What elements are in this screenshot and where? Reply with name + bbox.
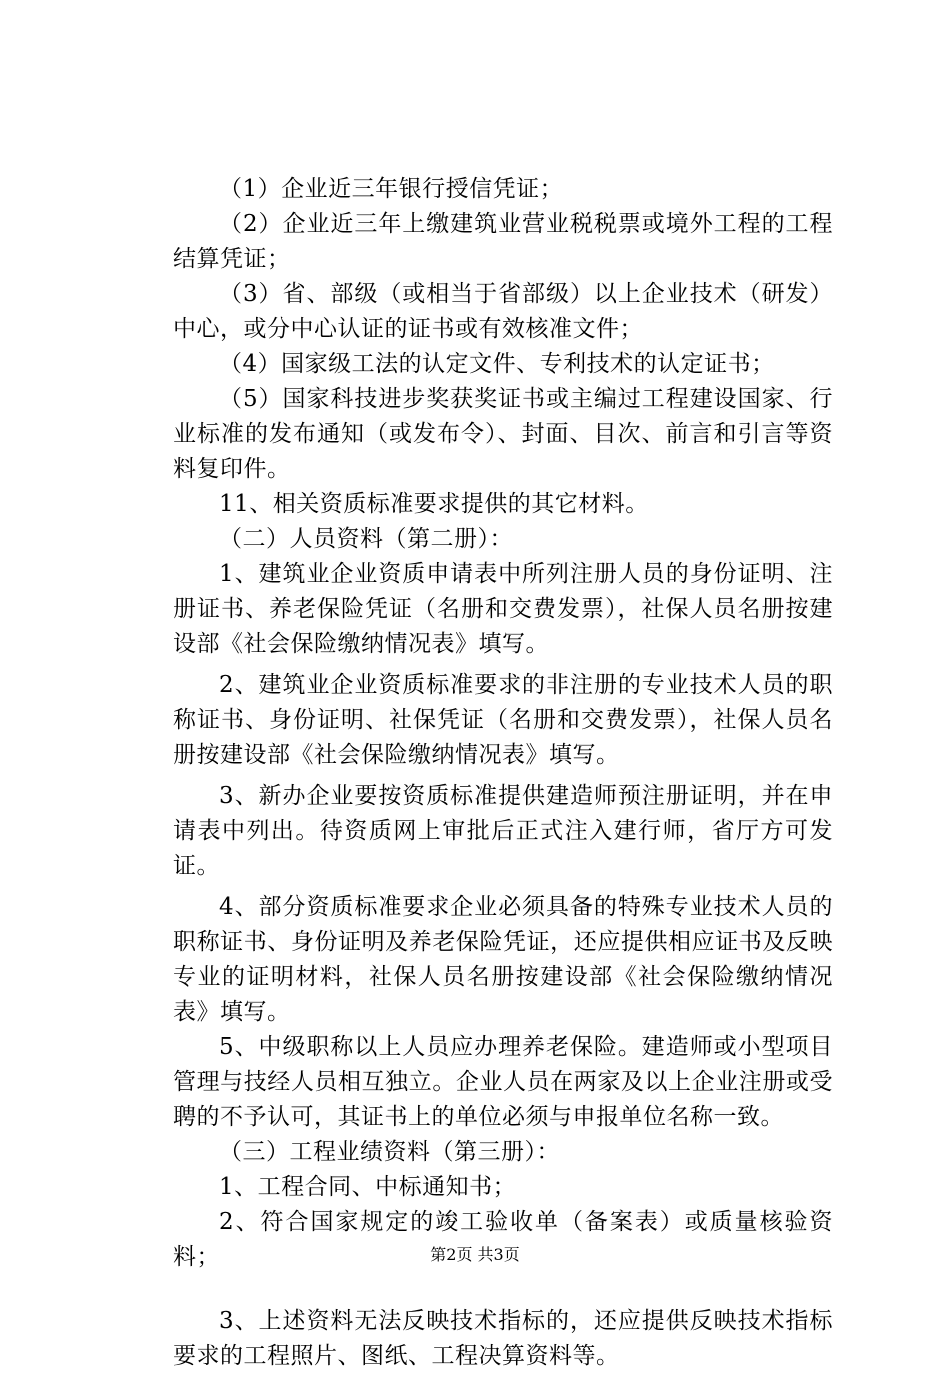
paragraph-project-2: 2、符合国家规定的竣工验收单（备案表）或质量核验资料； (173, 1209, 833, 1270)
paragraph-personnel-3: 3、新办企业要按资质标准提供建造师预注册证明，并在申请表中列出。待资质网上审批后正式注入建行师，省厅方可发证。 (173, 783, 833, 879)
paragraph-personnel-4: 4、部分资质标准要求企业必须具备的特殊专业技术人员的职称证书、身份证明及养老保险凭证，还应提供相应证书及反映专业的证明材料，社保人员名册按建设部《社会保险缴纳情况表》填写。 (173, 894, 833, 1025)
section-heading-personnel: （二）人员资料（第二册）： (219, 526, 513, 552)
paragraph-item-2-tax-receipts: （2）企业近三年上缴建筑业营业税税票或境外工程的工程结算凭证； (173, 211, 833, 272)
paragraph-item-3-tech-center: （3）省、部级（或相当于省部级）以上企业技术（研发）中心，或分中心认证的证书或有效核准文件； (173, 281, 833, 342)
paragraph-item-1-bank-credit: （1）企业近三年银行授信凭证； (219, 176, 564, 202)
paragraph-project-1: 1、工程合同、中标通知书； (219, 1174, 517, 1200)
page-number-footer: 第2页 共3页 (430, 1245, 520, 1264)
paragraph-personnel-1: 1、建筑业企业资质申请表中所列注册人员的身份证明、注册证书、养老保险凭证（名册和交费发票），社保人员名册按建设部《社会保险缴纳情况表》填写。 (173, 561, 833, 657)
document-body (173, 172, 833, 1374)
section-heading-project-performance: （三）工程业绩资料（第三册）： (219, 1139, 560, 1165)
paragraph-personnel-2: 2、建筑业企业资质标准要求的非注册的专业技术人员的职称证书、身份证明、社保凭证（名册和交费发票），社保人员名册按建设部《社会保险缴纳情况表》填写。 (173, 672, 833, 768)
paragraph-item-4-patents: （4）国家级工法的认定文件、专利技术的认定证书； (219, 351, 775, 377)
paragraph-item-5-awards: （5）国家科技进步奖获奖证书或主编过工程建设国家、行业标准的发布通知（或发布令）、封面、目次、前言和引言等资料复印件。 (173, 386, 833, 482)
paragraph-project-3: 3、上述资料无法反映技术指标的，还应提供反映技术指标要求的工程照片、图纸、工程决算资料等。 (173, 1308, 833, 1369)
paragraph-item-11-other-materials: 11、相关资质标准要求提供的其它材料。 (219, 491, 649, 517)
paragraph-personnel-5: 5、中级职称以上人员应办理养老保险。建造师或小型项目管理与技经人员相互独立。企业人员在两家及以上企业注册或受聘的不予认可，其证书上的单位必须与申报单位名称一致。 (173, 1034, 833, 1130)
